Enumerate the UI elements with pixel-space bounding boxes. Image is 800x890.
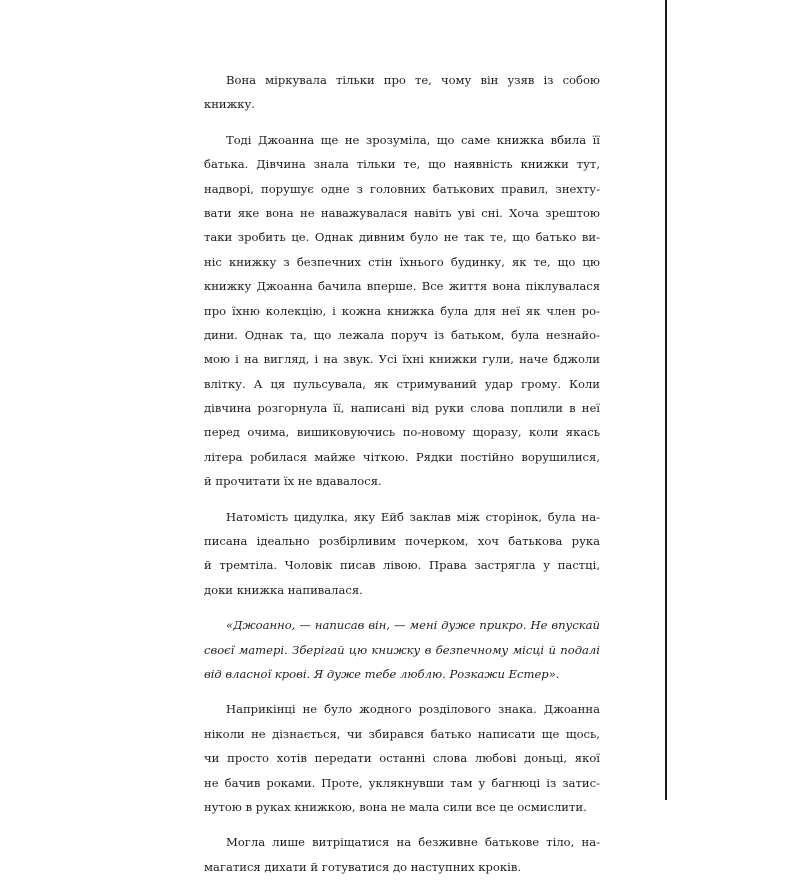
text-line: Натомість цидулка, яку Ейб заклав між сторінок, була на- xyxy=(226,509,600,524)
text-line: ніколи не дізнається, чи збирався батько написати ще щось, xyxy=(204,726,600,741)
text-line: мою і на вигляд, і на звук. Усі їхні книжки гули, наче бджоли xyxy=(204,352,600,367)
text-line: й прочитати їх не вдавалося. xyxy=(204,474,382,489)
paragraph xyxy=(204,68,600,117)
text-line: від власної крові. Я дуже тебе люблю. Розкажи Естер». xyxy=(204,666,560,681)
text-line: батька. Дівчина знала тільки те, що наявність книжки тут, xyxy=(204,157,600,172)
text-line: літера робилася майже чіткою. Рядки постійно ворушилися, xyxy=(204,449,600,464)
quoted-note-paragraph xyxy=(204,613,600,686)
text-line: книжку Джоанна бачила вперше. Все життя вона піклувалася xyxy=(204,279,600,294)
text-line: ніс книжку з безпечних стін їхнього будинку, як те, що цю xyxy=(204,254,600,269)
page-edge-line xyxy=(665,0,667,800)
text-line: дівчина розгорнула її, написані від руки слова поплили в неї xyxy=(204,401,600,416)
text-line: доки книжка напивалася. xyxy=(204,582,363,597)
text-line: перед очима, вишиковуючись по-новому щоразу, коли якась xyxy=(204,425,600,440)
text-line: писана ідеально розбірливим почерком, хоч батькова рука xyxy=(204,534,600,549)
text-line: влітку. А ця пульсувала, як стримуваний удар грому. Коли xyxy=(204,376,600,391)
body-text xyxy=(204,68,600,890)
text-line: книжку. xyxy=(204,97,255,112)
text-line: надворі, порушує одне з головних батькових правил, знехту- xyxy=(204,181,600,196)
paragraph xyxy=(204,830,600,879)
text-line: магатися дихати й готуватися до наступних кроків. xyxy=(204,859,522,874)
text-line: дини. Однак та, що лежала поруч із батьком, була незнайо- xyxy=(204,327,600,342)
text-line: вати яке вона не наважувалася навіть уві сні. Хоча зрештою xyxy=(204,205,600,220)
text-line: Вона міркувала тільки про те, чому він узяв із собою xyxy=(226,73,600,87)
text-line: Тоді Джоанна ще не зрозуміла, що саме книжка вбила її xyxy=(226,132,600,147)
paragraph xyxy=(204,128,600,494)
text-line: нутою в руках книжкою, вона не мала сили все це осмислити. xyxy=(204,799,587,814)
text-line: «Джоанно, — написав він, — мені дуже прикро. Не впускай xyxy=(226,618,600,633)
text-line: не бачив роками. Проте, уклякнувши там у багнюці із затис- xyxy=(204,775,600,790)
text-line: Могла лише витріщатися на безживне батькове тіло, на- xyxy=(226,835,600,850)
text-line: таки зробить це. Однак дивним було не так те, що батько ви- xyxy=(204,230,600,245)
paragraph xyxy=(204,697,600,819)
text-line: й тремтіла. Чоловік писав лівою. Права застрягла у пастці, xyxy=(204,558,600,573)
paragraph xyxy=(204,505,600,603)
text-line: Наприкінці не було жодного розділового знака. Джоанна xyxy=(226,702,600,717)
text-line: про їхню колекцію, і кожна книжка була для неї як член ро- xyxy=(204,303,600,318)
text-line: чи просто хотів передати останні слова любові доньці, якої xyxy=(204,751,600,766)
text-line: своєї матері. Зберігай цю книжку в безпечному місці й подалі xyxy=(204,642,600,657)
